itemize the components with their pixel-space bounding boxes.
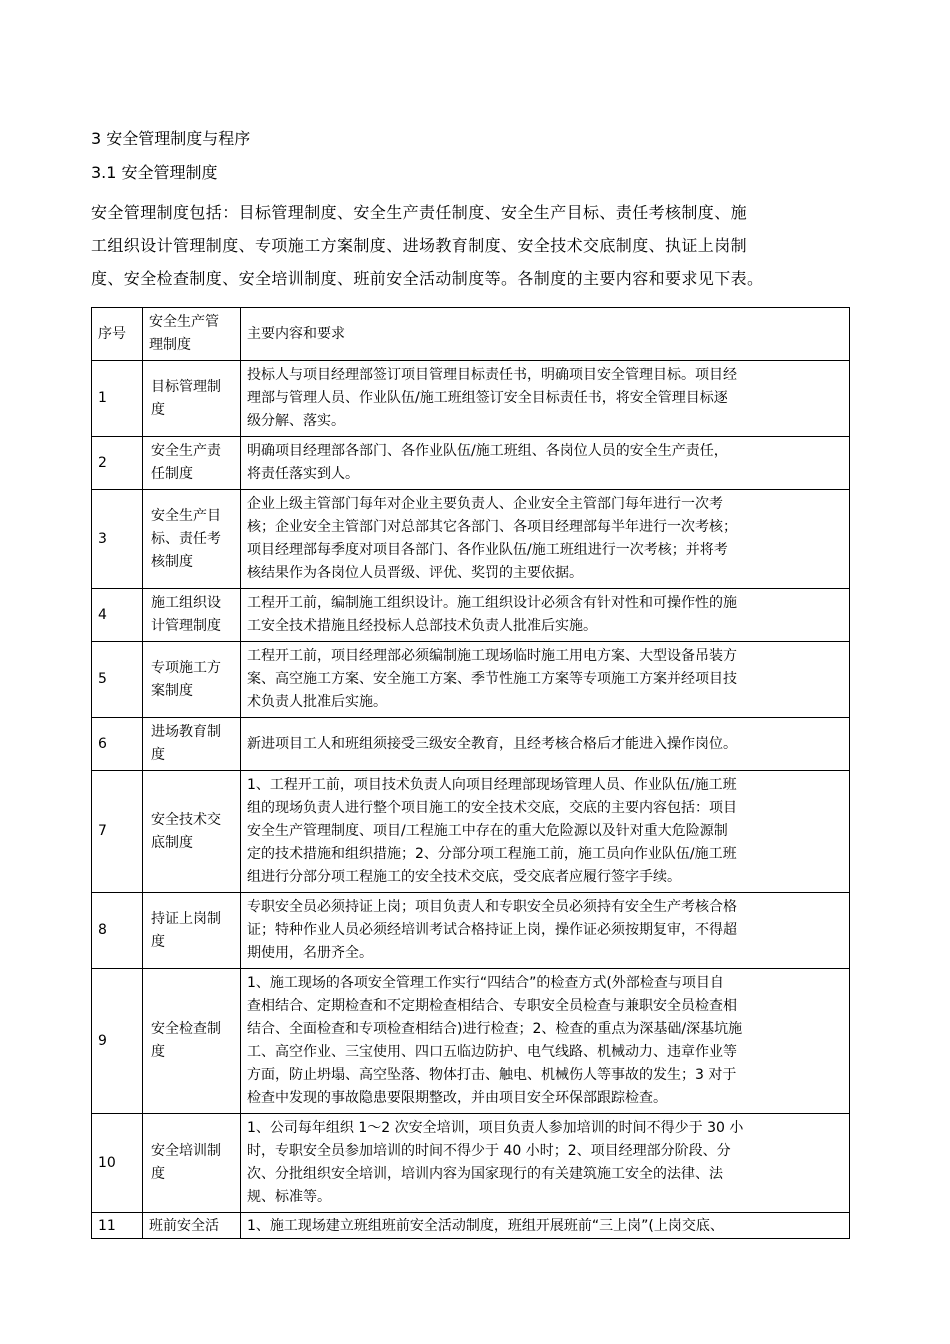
- content-line: 专职安全员必须持证上岗；项目负责人和专职安全员必须持有安全生产考核合格: [247, 899, 737, 915]
- content-line: 证；特种作业人员必须经培训考试合格持证上岗，操作证必须按期复审，不得超: [247, 922, 737, 938]
- header-name: [143, 308, 241, 361]
- content-line: 将责任落实到人。: [247, 466, 359, 482]
- content-line: 投标人与项目经理部签订项目管理目标责任书，明确项目安全管理目标。项目经: [247, 367, 737, 383]
- content-line: 理部与管理人员、作业队伍/施工班组签订安全目标责任书，将安全管理目标逐: [247, 390, 728, 406]
- system-name-line: 度: [151, 933, 165, 950]
- content-line: 检查中发现的事故隐患要限期整改，并由项目安全环保部跟踪检查。: [247, 1090, 667, 1106]
- content-line: 级分解、落实。: [247, 413, 345, 429]
- row-content: [241, 893, 850, 969]
- row-number: 11: [92, 1213, 143, 1239]
- content-line: 1、工程开工前，项目技术负责人向项目经理部现场管理人员、作业队伍/施工班: [247, 777, 737, 793]
- row-system-name: [143, 437, 241, 490]
- system-name-line: 底制度: [151, 834, 193, 851]
- header-no: 序号: [92, 308, 143, 361]
- system-name-line: 案制度: [151, 682, 193, 699]
- row-system-name: [143, 642, 241, 718]
- row-number: 9: [92, 969, 143, 1114]
- row-number: 7: [92, 771, 143, 893]
- system-name-line: 目标管理制: [151, 378, 221, 395]
- system-name-line: 核制度: [151, 553, 193, 570]
- intro-line: 安全管理制度包括：目标管理制度、安全生产责任制度、安全生产目标、责任考核制度、施: [91, 203, 748, 222]
- system-name-line: 任制度: [151, 466, 193, 482]
- content-line: 企业上级主管部门每年对企业主要负责人、企业安全主管部门每年进行一次考: [247, 496, 723, 512]
- content-line: 组进行分部分项工程施工的安全技术交底，受交底者应履行签字手续。: [247, 869, 681, 885]
- section-heading: 3 安全管理制度与程序: [91, 129, 251, 148]
- header-name-line: 安全生产管: [149, 314, 219, 330]
- row-content: [241, 361, 850, 437]
- system-name-line: 度: [151, 1166, 165, 1182]
- content-line: 核；企业安全主管部门对总部其它各部门、各项目经理部每半年进行一次考核；: [247, 519, 737, 535]
- content-line: 安全生产管理制度、项目/工程施工中存在的重大危险源以及针对重大危险源制: [247, 823, 728, 839]
- system-name-line: 度: [151, 401, 165, 418]
- content-line: 方面，防止坍塌、高空坠落、物体打击、触电、机械伤人等事故的发生；3 对于: [247, 1067, 737, 1083]
- system-name-line: 班前安全活: [149, 1218, 219, 1234]
- table-row: [92, 1213, 850, 1239]
- system-name-line: 安全技术交: [151, 811, 221, 828]
- header-name-line: 理制度: [149, 337, 191, 353]
- content-line: 工安全技术措施且经投标人总部技术负责人批准后实施。: [247, 618, 597, 634]
- system-name-line: 安全培训制: [151, 1143, 221, 1159]
- table-row: [92, 437, 850, 490]
- content-line: 项目经理部每季度对项目各部门、各作业队伍/施工班组进行一次考核；并将考: [247, 542, 728, 558]
- system-name-line: 安全检查制: [151, 1021, 221, 1037]
- section-subheading: 3.1 安全管理制度: [91, 163, 218, 182]
- content-line: 1、公司每年组织 1～2 次安全培训，项目负责人参加培训的时间不得少于 30 小: [247, 1120, 744, 1136]
- content-line: 时，专职安全员参加培训的时间不得少于 40 小时；2、项目经理部分阶段、分: [247, 1143, 731, 1159]
- row-content: [241, 1213, 850, 1239]
- system-name-line: 安全生产目: [151, 507, 221, 524]
- row-content: [241, 642, 850, 718]
- row-number: 4: [92, 589, 143, 642]
- row-number: 8: [92, 893, 143, 969]
- system-name-line: 计管理制度: [151, 618, 221, 634]
- intro-line: 工组织设计管理制度、专项施工方案制度、进场教育制度、安全技术交底制度、执证上岗制: [91, 236, 748, 255]
- row-content: [241, 969, 850, 1114]
- table-row: [92, 893, 850, 969]
- content-line: 结合、全面检查和专项检查相结合)进行检查；2、检查的重点为深基础/深基坑施: [247, 1021, 743, 1037]
- row-content: [241, 718, 850, 771]
- table-row: [92, 1114, 850, 1213]
- table-row: [92, 771, 850, 893]
- table-row: [92, 969, 850, 1114]
- content-line: 新进项目工人和班组须接受三级安全教育，且经考核合格后才能进入操作岗位。: [247, 735, 737, 752]
- table-header-row: [92, 308, 850, 361]
- row-system-name: [143, 771, 241, 893]
- table-row: [92, 361, 850, 437]
- row-content: [241, 589, 850, 642]
- content-line: 查相结合、定期检查和不定期检查相结合、专职安全员检查与兼职安全员检查相: [247, 998, 737, 1014]
- row-number: 6: [92, 718, 143, 771]
- content-line: 次、分批组织安全培训，培训内容为国家现行的有关建筑施工安全的法律、法: [247, 1166, 723, 1182]
- row-content: [241, 490, 850, 589]
- intro-line: 度、安全检查制度、安全培训制度、班前安全活动制度等。各制度的主要内容和要求见下表。: [91, 269, 764, 288]
- row-number: 5: [92, 642, 143, 718]
- content-line: 工程开工前，编制施工组织设计。施工组织设计必须含有针对性和可操作性的施: [247, 595, 737, 611]
- row-number: 2: [92, 437, 143, 490]
- content-line: 期使用，名册齐全。: [247, 945, 373, 961]
- table-row: [92, 490, 850, 589]
- row-number: 10: [92, 1114, 143, 1213]
- table-row: [92, 642, 850, 718]
- header-content: 主要内容和要求: [241, 308, 850, 361]
- system-name-line: 进场教育制: [151, 724, 221, 740]
- row-system-name: [143, 893, 241, 969]
- row-number: 1: [92, 361, 143, 437]
- content-line: 核结果作为各岗位人员晋级、评优、奖罚的主要依据。: [247, 565, 583, 581]
- table-row: [92, 589, 850, 642]
- system-name-line: 持证上岗制: [151, 910, 221, 927]
- intro-paragraph: [91, 196, 861, 295]
- row-system-name: [143, 490, 241, 589]
- system-name-line: 度: [151, 747, 165, 763]
- safety-system-table: [91, 307, 850, 1239]
- row-system-name: [143, 1114, 241, 1213]
- content-line: 规、标准等。: [247, 1189, 331, 1205]
- content-line: 术负责人批准后实施。: [247, 694, 387, 710]
- system-name-line: 专项施工方: [151, 659, 221, 676]
- row-number: 3: [92, 490, 143, 589]
- content-line: 1、施工现场建立班组班前安全活动制度，班组开展班前“三上岗”(上岗交底、: [247, 1218, 724, 1234]
- row-system-name: [143, 361, 241, 437]
- content-line: 定的技术措施和组织措施；2、分部分项工程施工前，施工员向作业队伍/施工班: [247, 846, 737, 862]
- row-content: [241, 1114, 850, 1213]
- row-content: [241, 771, 850, 893]
- content-line: 案、高空施工方案、安全施工方案、季节性施工方案等专项施工方案并经项目技: [247, 671, 737, 687]
- row-system-name: [143, 969, 241, 1114]
- content-line: 工程开工前，项目经理部必须编制施工现场临时施工用电方案、大型设备吊装方: [247, 648, 737, 664]
- table-row: [92, 718, 850, 771]
- content-line: 明确项目经理部各部门、各作业队伍/施工班组、各岗位人员的安全生产责任，: [247, 443, 728, 459]
- row-system-name: [143, 718, 241, 771]
- row-content: [241, 437, 850, 490]
- system-name-line: 度: [151, 1044, 165, 1060]
- row-system-name: [143, 589, 241, 642]
- system-name-line: 施工组织设: [151, 595, 221, 611]
- content-line: 组的现场负责人进行整个项目施工的安全技术交底，交底的主要内容包括：项目: [247, 800, 737, 816]
- content-line: 工、高空作业、三宝使用、四口五临边防护、电气线路、机械动力、违章作业等: [247, 1044, 737, 1060]
- system-name-line: 安全生产责: [151, 443, 221, 459]
- content-line: 1、施工现场的各项安全管理工作实行“四结合”的检查方式(外部检查与项目自: [247, 975, 724, 991]
- row-system-name: [143, 1213, 241, 1239]
- system-name-line: 标、责任考: [151, 530, 221, 547]
